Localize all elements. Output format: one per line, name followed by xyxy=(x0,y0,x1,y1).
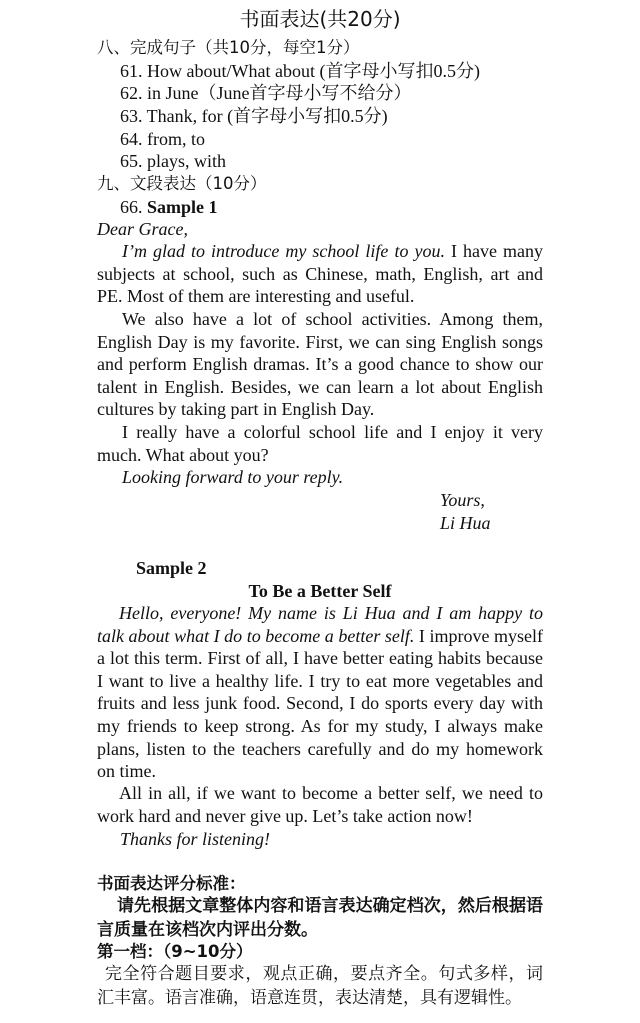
sample-1-opening-sentence: I’m glad to introduce my school life to you. xyxy=(122,241,445,261)
answer-63: 63. Thank, for (首字母小写扣0.5分) xyxy=(120,106,388,126)
sample-1-paragraph-3: I really have a colorful school life and I enjoy it very much. What about you? xyxy=(97,422,543,465)
sample-1-closing: Looking forward to your reply. xyxy=(122,467,344,487)
sample-1-paragraph-2: We also have a lot of school activities. Among them, English Day is my favorite. First, we can sing English songs and perform English dramas. It’s a good chance to show our talent in English. Besides, we can learn a lot about English cultures by taking part in English Day. xyxy=(97,309,543,420)
sample-2-paragraph-1 xyxy=(97,602,543,783)
sample-1-salutation: Dear Grace, xyxy=(97,219,188,239)
sample-1-paragraph-1-body: I have many subjects at school, such as Chinese, math, English, art and PE. Most of them are interesting and useful. xyxy=(97,241,543,307)
section-8-heading: 八、完成句子（共10分，每空1分） xyxy=(97,38,360,57)
sample-1-sign-off: Yours, xyxy=(440,490,485,510)
sample-2-title-text: To Be a Better Self xyxy=(248,581,392,601)
section-9-heading: 九、文段表达（10分） xyxy=(97,174,267,193)
answer-65: 65. plays, with xyxy=(120,151,226,171)
sample-2-opening-sentence: Hello, everyone! My name is Li Hua and I am happy to talk about what I do to become a better self. xyxy=(97,603,543,646)
sample-2-paragraph-1-body: I improve myself a lot this term. First of all, I have better eating habits because I want to live a healthy life. I try to eat more vegetables and fruits and less junk food. Second, I do sports every day with my friends to keep strong. As for my study, I always make plans, listen to the teachers carefully and do my homework on time. xyxy=(97,625,543,782)
answer-64: 64. from, to xyxy=(120,129,205,149)
sample-1-paragraph-1 xyxy=(97,240,543,308)
page-title: 书面表达(共20分) xyxy=(239,7,401,31)
answer-62: 62. in June（June首字母小写不给分） xyxy=(120,83,412,103)
question-number: 66. xyxy=(120,197,143,217)
sample-2-closing: Thanks for listening! xyxy=(120,829,271,849)
sample-2-paragraph-2: All in all, if we want to become a better self, we need to work hard and never give up. Let’s take action now! xyxy=(97,783,543,826)
sample-2-label: Sample 2 xyxy=(136,558,207,578)
sample-1-signature: Li Hua xyxy=(440,513,491,533)
question-66-label xyxy=(120,196,218,218)
answer-61: 61. How about/What about (首字母小写扣0.5分) xyxy=(120,61,480,81)
criteria-intro: 请先根据文章整体内容和语言表达确定档次，然后根据语言质量在该档次内评出分数。 xyxy=(97,896,543,940)
grade-1-description: 完全符合题目要求，观点正确，要点齐全。句式多样，词汇丰富。语言准确，语意连贯，表达清楚，具有逻辑性。 xyxy=(97,964,543,1008)
sample-1-label: Sample 1 xyxy=(147,197,218,217)
grade-1-label: 第一档：（9~10分） xyxy=(97,942,253,961)
criteria-heading: 书面表达评分标准： xyxy=(97,874,246,893)
sample-2-title xyxy=(0,580,640,602)
